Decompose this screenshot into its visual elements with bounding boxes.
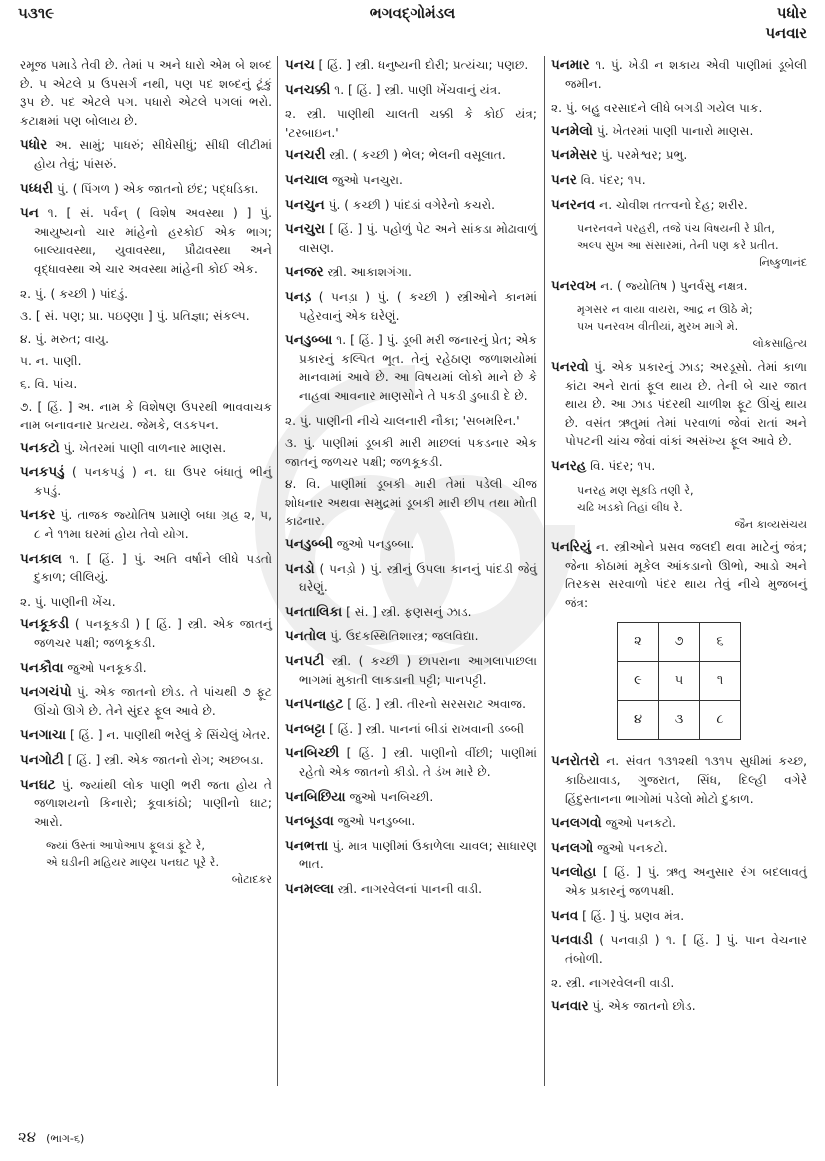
definition-text: ૧. [ હિં. ] પું. અતિ વર્ષાને લીધે પડતો દુકાળ; લીલિયું.	[34, 551, 272, 585]
entry-sense	[20, 398, 272, 435]
volume-label: (ભાગ-૬)	[46, 1132, 85, 1145]
dictionary-entry	[285, 695, 537, 714]
dictionary-entry	[285, 331, 537, 405]
headword: પનરિયું	[551, 539, 591, 556]
definition-text: [ હિં. ] પું. પહોળું પેટ અને સાંકડા મોઢાવાળું વાસણ.	[299, 222, 537, 255]
dictionary-entry	[20, 550, 272, 587]
quotation-line: એ ઘડીની મહિયર માણ્ય પનઘટ પૂરે રે.	[46, 856, 219, 870]
headword: પધ્ધરી	[20, 180, 54, 197]
definition-text: ૨. પું. ( કચ્છી ) પાંદડું.	[20, 286, 129, 301]
definition-text: ૨. પું. પાણીની નીચે ચાલનારી નૌકા; 'સબમરિન.'	[285, 413, 520, 428]
dictionary-entry	[20, 615, 272, 652]
headword: પનચુરા	[285, 221, 325, 238]
definition-text: વિ. પંદર; ૧૫.	[590, 458, 656, 473]
dictionary-entry	[551, 171, 807, 190]
guide-word-last: પનવાર	[765, 24, 807, 42]
magic-square-cell: ૯	[618, 662, 659, 701]
entry-sense	[551, 974, 807, 993]
headword: પનઘટ	[20, 776, 56, 793]
dictionary-entry	[285, 535, 537, 554]
dictionary-entry	[285, 220, 537, 257]
definition-text: જુઓ પનબિચ્છી.	[349, 789, 434, 804]
entry-sense	[20, 330, 272, 349]
definition-text: પું. ( કચ્છી ) પાંદડાં વગેરેનો કચરો.	[328, 197, 496, 212]
column-3	[551, 56, 807, 1022]
quotation-line: ચઢિ ખડકો તિહાં લીધ રે.	[577, 500, 683, 514]
dictionary-entry	[20, 683, 272, 720]
headword: પનબિછિયા	[285, 788, 346, 805]
definition-text: સ્ત્રી. ( કચ્છી ) ભેલ; ભેલની વસૂલાત.	[329, 148, 506, 163]
page-footer	[18, 1128, 84, 1146]
definition-text: પું. ખેતરમાં પાણી વાળનાર માણસ.	[63, 440, 227, 455]
headword: પનવાર	[551, 998, 589, 1014]
headword: પનવ	[551, 907, 579, 924]
headword: પનમાર	[551, 57, 590, 73]
dictionary-entry	[285, 603, 537, 622]
dictionary-entry	[551, 814, 807, 833]
dictionary-entry	[285, 744, 537, 781]
headword: પનલગો	[551, 839, 594, 856]
headword: પન	[20, 205, 39, 222]
definition-text: પું. માત્ર પાણીમાં ઉકાળેલા ચાવલ; સાધારણ ભાત.	[299, 838, 537, 872]
dictionary-entry	[285, 560, 537, 597]
dictionary-entry	[551, 997, 807, 1016]
headword: પનર	[551, 171, 577, 188]
definition-text: જુઓ પનકટો.	[605, 816, 677, 831]
quotation-line: પનરનવને પરહરી, તજે પંચ વિષયની રે પ્રીત,	[577, 222, 775, 236]
definition-text: ૨. પું. બહુ વરસાદને લીધે બગડી ગયેલ પાક.	[551, 101, 763, 116]
headword: પનમેલો	[551, 122, 593, 139]
headword: પનચુન	[285, 196, 325, 213]
entry-sense	[285, 105, 537, 142]
definition-text: [ હિં. ] પું. પ્રણવ મંત્ર.	[582, 908, 685, 923]
dictionary-entry	[551, 457, 807, 476]
dictionary-entry	[285, 196, 537, 215]
dictionary-entry	[551, 931, 807, 968]
dictionary-entry	[20, 180, 272, 199]
entry-sense	[285, 434, 537, 471]
magic-square-cell: ૬	[700, 623, 741, 662]
magic-square-cell: ૭	[659, 623, 700, 662]
definition-text: ન. ચોવીશ તત્ત્વનો દેહ; શરીર.	[599, 197, 748, 212]
guide-word-first: પધોર	[776, 4, 807, 22]
definition-text: [ હિં. ] સ્ત્રી. પાણીનો વીંછી; પાણીમાં રહેતો એક જાતનો કીડો. તે ડંખ મારે છે.	[299, 746, 538, 779]
definition-text: [ હિં. ] પું. ઋતુ અનુસાર રંગ બદલાવતું એક પ્રકારનું જળપક્ષી.	[565, 865, 808, 899]
definition-text: [ હિં. ] ન. પાણીથી ભરેલું કે સિંચેલું ખેતર.	[69, 728, 271, 743]
definition-text: ૧. [ સં. પર્વન્ ( વિશેષ અવસ્થા ) ] પું. આયુષ્યનો ચાર માંહેનો હરકોઈ એક ભાગ; બાલ્યાવસ્થા, યુવાવસ્થા, પ્રૌઢાવસ્થા અને વૃદ્ધાવસ્થા એ ચાર અવસ્થા માંહેની કોઈ એક.	[34, 206, 273, 276]
definition-text: રમૂજ પમાડે તેવી છે. તેમાં પ અને ધારો એમ બે શબ્દ છે. પ એટલે પ્ર ઉપસર્ગ નથી, પણ પદ શબ્દનું ટૂંકું રૂપ છે. પદ એટલે પગ. પધારો એટલે પગલાં ભરો. કટાક્ષમાં પણ બોલાય છે.	[20, 58, 272, 128]
column-divider	[277, 56, 278, 1086]
definition-text: સ્ત્રી. ( કચ્છી ) છાપરાના આગલાપાછલા ભાગમાં મુકાતી લાકડાની પટ્ટી; પાનપટ્ટી.	[299, 654, 537, 687]
dictionary-entry	[551, 122, 807, 141]
headword: પનચક્કી	[285, 81, 331, 98]
definition-text: ૩. [ સં. પણ; પ્રા. પઇણ્ણા ] પું. પ્રતિજ્ઞા; સંકલ્પ.	[20, 309, 250, 324]
headword: પનગચંપો	[20, 684, 72, 701]
definition-text: પું. ઉદકસ્થિતિશાસ્ત્ર; જલવિદ્યા.	[330, 629, 479, 644]
entry-sense	[20, 285, 272, 304]
entry-sense	[20, 56, 272, 130]
headword: પનડ઼	[285, 288, 312, 305]
definition-text: ૬. વિ. પાંચ.	[20, 376, 78, 391]
headword: પનડુબ્બી	[285, 536, 333, 553]
headword: પનબૂડવા	[285, 813, 334, 830]
headword: પનરવો	[551, 358, 589, 375]
definition-text: ૩. પું. પાણીમાં ડૂબકી મારી માછલાં પકડનાર એક જાતનું જળચર પક્ષી; જળકૂકડી.	[285, 436, 537, 469]
definition-text: ( પનકપડું ) ન. ઘા ઉપર બંધાતું ભીનું કપડું.	[34, 465, 272, 498]
definition-text: પું. જ્યાંથી લોક પાણી ભરી જતા હોય તે જળાશયનો કિનારો; કૂવાકાંઠો; પાણીનો ઘાટ; આરો.	[34, 777, 272, 829]
definition-text: ( પનડ઼ો ) પું. સ્ત્રીનું ઉપલા કાનનું પાંદડી જેવું ઘરેણું.	[299, 561, 537, 595]
definition-text: [ હિં. ] સ્ત્રી. પાનનાં બીડાં રાખવાની ડબ્બી	[329, 721, 525, 736]
dictionary-entry	[20, 751, 272, 770]
book-title: ભગવદ્ગોમંડલ	[369, 4, 456, 22]
column-2	[285, 56, 537, 905]
quotation-source: જૈન કાવ્યસંચય	[734, 517, 807, 531]
definition-text: ૧. [ હિં. ] સ્ત્રી. પાણી ખેંચવાનું યંત્ર.	[334, 82, 502, 97]
dictionary-entry	[285, 837, 537, 874]
definition-text: ૪. વિ. પાણીમાં ડૂબકી મારી તેમાં પડેલી ચીજ શોધનાર અથવા સમુદ્રમાં ડૂબકી મારી છીપ તથા મોતી કાઢનાર.	[285, 477, 537, 529]
dictionary-entry	[285, 263, 537, 282]
definition-text: ૫. ન. પાણી.	[20, 354, 82, 369]
dictionary-entry	[20, 659, 272, 678]
quotation-source: લોકસાહિત્ય	[752, 337, 807, 351]
headword: પનગોટી	[20, 752, 64, 768]
quotation-source: બોટાદકર	[231, 873, 272, 887]
definition-text: ૨. સ્ત્રી. પાણીથી ચાલતી ચક્કી કે કોઈ યંત્ર; 'ટરબાઇન.'	[285, 107, 537, 140]
definition-text: ન. સંવત ૧૩૧૨થી ૧૩૧૫ સુધીમાં કચ્છ, કાઠિયાવાડ, ગુજરાત, સિંધ, દિલ્હી વગેરે હિંદુસ્તાનના ભાગોમાં પડેલો મોટો દુકાળ.	[565, 754, 807, 806]
headword: પનતોલ	[285, 628, 327, 645]
definition-text: ( પનવાડ઼ી ) ૧. [ હિં. ] પું. પાન વેચનાર તંબોળી.	[565, 933, 807, 966]
dictionary-entry	[551, 358, 807, 451]
headword: પનકૂકડી	[20, 616, 70, 633]
dictionary-entry	[20, 204, 272, 278]
dictionary-entry	[551, 146, 807, 165]
page-header	[0, 0, 825, 48]
entry-sense	[285, 412, 537, 431]
magic-square-cell: ૨	[618, 623, 659, 662]
dictionary-entry	[20, 506, 272, 543]
magic-square-cell: ૩	[659, 701, 700, 740]
entry-sense	[20, 352, 272, 371]
dictionary-entry	[285, 720, 537, 739]
definition-text: ૧. પું. ખેડી ન શકાય એવી પાણીમાં ડૂબેલી જમીન.	[565, 58, 808, 91]
definition-text: સ્ત્રી. આકાશગંગા.	[327, 265, 412, 280]
definition-text: ૨. પું. પાણીની ખેંચ.	[20, 594, 116, 609]
headword: પનમલ્લા	[285, 880, 334, 897]
quotation-line: અલ્પ સુખ આ સંસારમાં, તેની પણ કરે પ્રતીત.	[577, 239, 779, 253]
headword: પનકર	[20, 507, 56, 524]
magic-square-table	[617, 622, 741, 740]
column-divider	[544, 56, 545, 1086]
dictionary-entry	[285, 81, 537, 100]
definition-text: પું. ( પિંગળ ) એક જાતનો છંદ; પદ્ધડિકા.	[56, 181, 259, 196]
headword: પનરવખ	[551, 277, 597, 294]
definition-text: જુઓ પનડુબ્બા.	[337, 814, 416, 829]
definition-text: [ હિં. ] સ્ત્રી. તીરનો સરસરાટ અવાજ.	[347, 697, 526, 712]
dictionary-entry	[551, 839, 807, 858]
headword: પનરનવ	[551, 196, 596, 213]
dictionary-entry	[285, 171, 537, 190]
headword: પનરોતરો	[551, 753, 600, 770]
headword: પનરહ	[551, 457, 587, 474]
headword: પનચાલ	[285, 171, 329, 188]
definition-text: ૪. પું. મરુત; વાયુ.	[20, 331, 109, 346]
definition-text: પું. એક જાતનો છોડ. તે પાંચથી ૭ ફૂટ ઊંચો ઊગે છે. તેને સુંદર ફૂલ આવે છે.	[34, 685, 272, 718]
definition-text: ૧. [ હિં. ] પું. ડૂબી મરી જનારનું પ્રેત; એક પ્રકારનું કલ્પિત ભૂત. તેનું રહેઠાણ જળાશયોમાં માનવામાં આવે છે. આ વિષયમાં લોકો માને છે કે નાહવા આવનાર માણસોને તે પકડી ડુબાડી દે છે.	[299, 333, 538, 403]
definition-text: પું. એક જાતનો છોડ.	[592, 999, 696, 1013]
definition-text: જુઓ પનડુબ્બા.	[336, 537, 415, 552]
headword: પનલોહા	[551, 864, 597, 881]
magic-square-cell: ૧	[700, 662, 741, 701]
headword: પનભત્તા	[285, 837, 329, 854]
definition-text: [ સં. ] સ્ત્રી. ફણસનું ઝાડ.	[346, 604, 472, 619]
dictionary-entry	[551, 863, 807, 900]
dictionary-entry	[20, 439, 272, 458]
headword: પનચ	[285, 57, 315, 73]
dictionary-entry	[551, 752, 807, 808]
magic-square-cell: ૪	[618, 701, 659, 740]
headword: પનગાચા	[20, 727, 67, 744]
headword: પનકટો	[20, 439, 60, 456]
quotation-line: પનરહ મણ સૂકડિ તણી રે,	[577, 483, 694, 497]
definition-text: [ હિં. ] સ્ત્રી. એક જાતનો રોગ; અછબડા.	[67, 753, 264, 767]
headword: પનબિચ્છી	[285, 745, 340, 762]
dictionary-entry	[551, 907, 807, 926]
dictionary-entry	[551, 196, 807, 215]
quotation-line: મૃગસર ન વાયા વાયરા, આદ્ર ન ઊઠે મે;	[577, 303, 753, 317]
dictionary-entry	[20, 136, 272, 173]
dictionary-entry	[285, 788, 537, 807]
definition-text: અ. સામું; પાધરું; સીધેસીધું; સીધી લીટીમાં હોય તેવું; પાંસરું.	[34, 138, 273, 171]
headword: પનલગવો	[551, 815, 602, 832]
definition-text: પું. તાજક જ્યોતિષ પ્રમાણે બધા ગ્રહ ૨, ૫, ૮ ને ૧૧મા ઘરમાં હોય તેવો યોગ.	[34, 508, 273, 542]
dictionary-entry	[285, 652, 537, 689]
definition-text: ૨. સ્ત્રી. નાગરવેલની વાડી.	[551, 976, 675, 991]
headword: પનકપડું	[20, 464, 65, 481]
definition-text: ( પનકૂકડી ) [ હિં. ] સ્ત્રી. એક જાતનું જળચર પક્ષી; જળકૂકડી.	[34, 617, 273, 651]
quotation-line: જ્યાં ઉસ્તાં આપોઆપ ફૂલડાં ફૂટે રે,	[46, 839, 205, 853]
dictionary-entry	[285, 146, 537, 165]
definition-text: ૭. [ હિં. ] અ. નામ કે વિશેષણ ઉપરથી ભાવવાચક નામ બનાવનાર પ્રત્યય. જેમકે, લડકપન.	[20, 399, 272, 433]
quotation-line: પખ પનરવખ વીતીયાં, મુરખ માગે મે.	[577, 320, 739, 334]
definition-text: વિ. પંદર; ૧૫.	[580, 172, 646, 187]
headword: પનડુબ્બા	[285, 332, 333, 349]
headword: પનતાલિકા	[285, 603, 343, 620]
headword: પનપટી	[285, 653, 325, 670]
magic-square-cell: ૮	[700, 701, 741, 740]
dictionary-entry	[285, 288, 537, 325]
headword: પધોર	[20, 137, 48, 154]
definition-text: પું. પરમેશ્વર; પ્રભુ.	[601, 148, 688, 163]
headword: પનચરી	[285, 147, 326, 164]
definition-text: ( પનડ઼ા ) પું. ( કચ્છી ) સ્ત્રીઓને કાનમાં પહેરવાનું એક ઘરેણું.	[299, 289, 537, 323]
dictionary-entry	[285, 627, 537, 646]
dictionary-entry	[20, 776, 272, 832]
definition-text: પું. ખેતરમાં પાણી પાનારો માણસ.	[596, 123, 754, 138]
dictionary-entry	[20, 726, 272, 745]
headword: પનડો	[285, 560, 315, 577]
headword: પનપનાહટ	[285, 696, 344, 713]
headword: પનબટ્ટા	[285, 720, 326, 737]
entry-sense	[551, 99, 807, 118]
entry-sense	[285, 475, 537, 531]
definition-text: [ હિં. ] સ્ત્રી. ધનુષ્યની દોરી; પ્રત્યંચા; પણછ.	[318, 58, 529, 72]
definition-text: સ્ત્રી. નાગરવેલનાં પાનની વાડી.	[337, 881, 483, 896]
headword: પનકૌવા	[20, 659, 64, 676]
dictionary-entry	[551, 277, 807, 296]
headword: પનકાલ	[20, 550, 62, 567]
column-1	[20, 56, 272, 894]
dictionary-entry	[285, 56, 537, 75]
definition-text: જુઓ પનકટો.	[597, 840, 668, 855]
quotation-source: નિષ્કુળાનંદ	[759, 256, 807, 270]
headword: પનજર	[285, 264, 324, 281]
entry-sense	[20, 593, 272, 612]
dictionary-entry	[551, 538, 807, 612]
headword: પનવાડી	[551, 932, 593, 949]
dictionary-entry	[551, 56, 807, 93]
definition-text: જુઓ પનચુરા.	[332, 172, 403, 187]
definition-text: ન. ( જ્યોતિષ ) પુનર્વસુ નક્ષત્ર.	[600, 278, 748, 293]
dictionary-entry	[20, 463, 272, 500]
entry-sense	[20, 307, 272, 326]
headword: પનમેસર	[551, 147, 598, 164]
definition-text: જુઓ પનકૂકડી.	[67, 660, 147, 675]
sheet-number: ૨૪	[18, 1128, 37, 1146]
page-number: ૫૩૧૯	[18, 4, 55, 22]
dictionary-entry	[285, 880, 537, 899]
magic-square-cell: ૫	[659, 662, 700, 701]
definition-text: ન. સ્ત્રીઓને પ્રસવ જલદી થવા માટેનું જંત્ર; જેના કોઠામાં મૂકેલ આંકડાનો ઊભો, આડો અને તિરકસ સરવાળો પંદર થાય તેવું નીચે મુજબનું જંત્ર:	[565, 540, 807, 610]
dictionary-entry	[285, 812, 537, 831]
definition-text: પું. એક પ્રકારનું ઝાડ; અરડૂસો. તેમાં કાળા કાંટા અને રાતાં ફૂલ થાય છે. તેની બે ચાર જાત થાય છે. આ ઝાડ પંદરથી ચાળીશ ફૂટ ઊંચું થાય છે. વસંત ઋતુમાં તેમાં પરવાળાં જેવાં રાતાં અને પોપટની ચાંચ જેવાં વાંકાં અસંખ્ય ફૂલ આવે છે.	[565, 359, 807, 449]
entry-sense	[20, 375, 272, 394]
